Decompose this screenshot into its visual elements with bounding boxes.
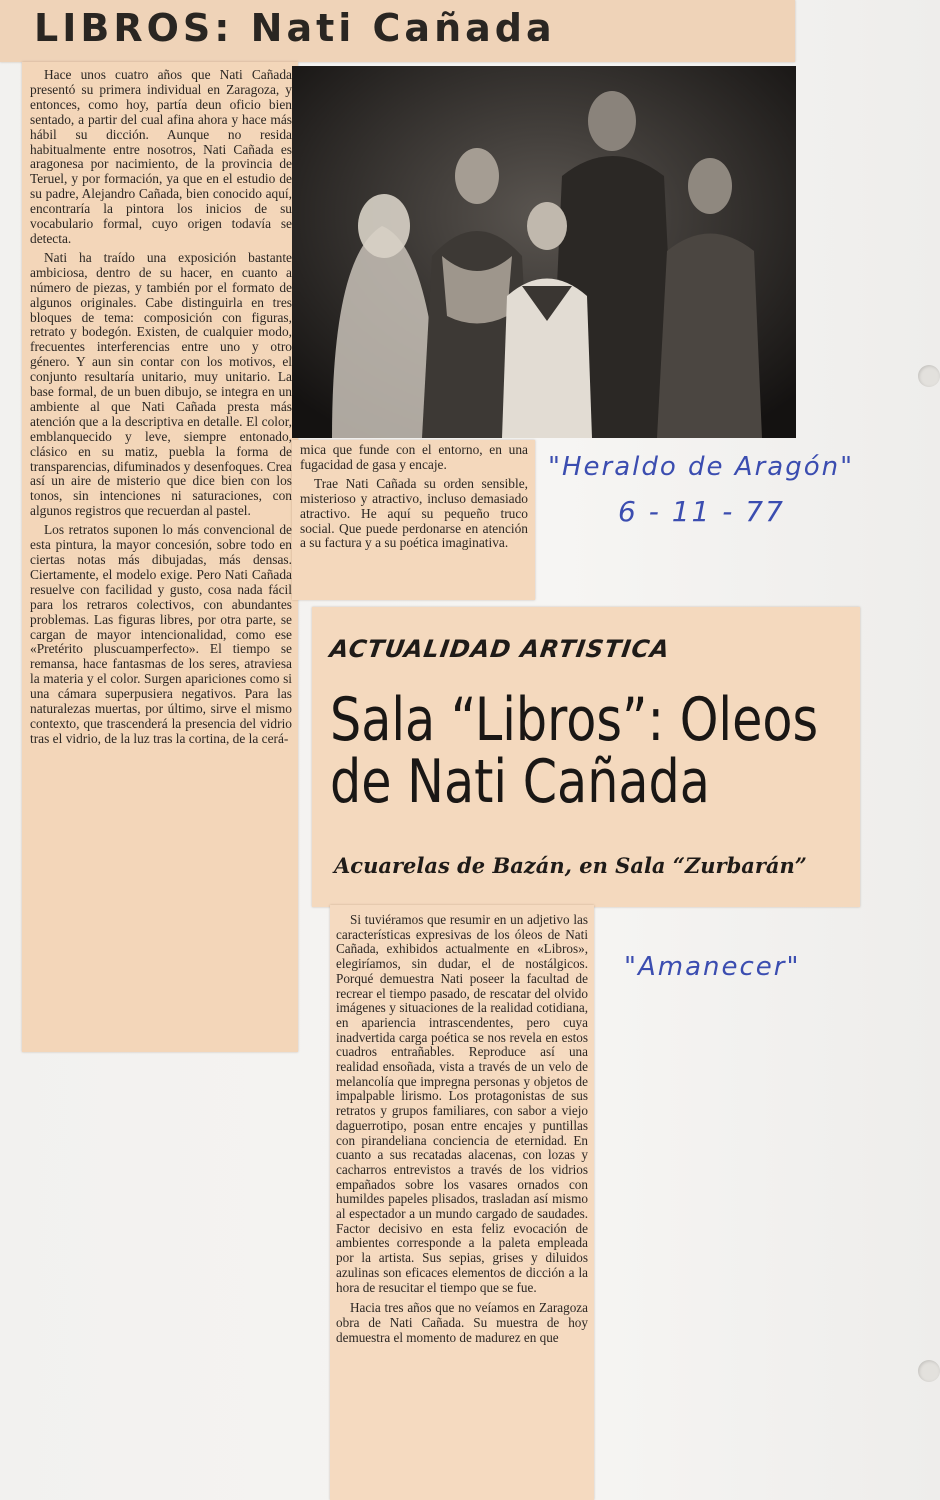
article-column-left (22, 62, 298, 1052)
article-text (336, 913, 588, 1351)
headline-line: Sala “Libros”: Oleos (330, 685, 819, 755)
article-text (300, 443, 528, 555)
clipping-header (0, 0, 795, 62)
article-text (30, 68, 292, 751)
clipping-2-header (312, 607, 860, 907)
handwritten-source-note: "Amanecer" (624, 952, 801, 982)
paragraph: Trae Nati Cañada su orden sensible, misterioso y atractivo, incluso demasiado atractivo. He aquí su pequeño truco social. Que puede perdonarse en atención a su factura y a su poética imaginativa. (300, 475, 528, 551)
family-portrait-photo (292, 66, 796, 438)
handwritten-source-note: "Heraldo de Aragón" (548, 452, 855, 482)
paragraph: Nati ha traído una exposición bastante ambiciosa, dentro de su hacer, en cuanto a número de piezas, y también por el formato de algunos originales. Cabe distinguirla en tres bloques de tema: composición con figuras, retrato y bodegón. Existen, de cualquier modo, frecuentes interferencias entre uno y otro género. Y aun sin contar con los motivos, el conjunto resultaría unitario, muy unitario. La base formal, de un buen dibujo, se integra en un ambiente al que Nati Cañada presta más atención que a la descriptiva en detalle. El color, emblanquecido y leve, siempre entonado, clásico en su matiz, puebla la forma de transparencias, difuminados y desenfoques. Crea así un aire de misterio que dice bien con los tonos, sin intenciones ni saturaciones, con algunos registros que recuerdan al pastel. (30, 249, 292, 519)
punch-hole (918, 1360, 940, 1382)
article-column-lower (330, 905, 594, 1500)
headline-line: de Nati Cañada (330, 747, 710, 817)
paragraph: Los retratos suponen lo más convencional de esta pintura, la mayor concesión, sobre todo en ciertas notas más dibujadas, más densas. Ciertamente, el modelo exige. Pero Nati Cañada resuelve con facilidad y gusto, cosa nada fácil para los retraros colectivos, con abundantes problemas. Las figuras libres, por otra parte, se cargan de mayor intencionalidad, como ese «Pretérito pluscuamperfecto». El tiempo se remansa, hace fantasmas de los seres, atraviesa la materia y el color. Surgen apariciones como si una cámara superpusiera negativos. Para las naturalezas muertas, por último, sirve el mismo contexto, que trascenderá la presencia del vidrio tras el vidrio, de la luz tras la cortina, de la cerá- (30, 522, 292, 746)
paragraph: mica que funde con el entorno, en una fugacidad de gasa y encaje. (300, 442, 528, 472)
subheadline: Acuarelas de Bazán, en Sala “Zurbarán” (334, 853, 807, 878)
clipping-title: LIBROS: Nati Cañada (34, 6, 556, 50)
paragraph: Hacia tres años que no veíamos en Zaragoza obra de Nati Cañada. Su muestra de hoy demuestra el momento de madurez en que (336, 1300, 588, 1345)
photo-illustration (292, 66, 796, 438)
section-kicker: ACTUALIDAD ARTISTICA (328, 635, 672, 663)
headline (330, 685, 819, 817)
punch-hole (918, 365, 940, 387)
article-column-continuation (292, 440, 535, 600)
paragraph: Si tuviéramos que resumir en un adjetivo las características expresivas de los óleos de Nati Cañada, exhibidos actualmente en «Libros», elegiríamos, sin dudar, el de nostálgicos. Porqué demuestra Nati poseer la facultad de recrear el tiempo pasado, de rescatar del olvido imágenes y situaciones de la realidad cotidiana, en apariencia intrascendentes, pero cuya inadvertida carga poética se nos revela en estos cuadros entrañables. Reproduce así una realidad ensoñada, vista a través de un velo de melancolía que impregna personas y objetos de impalpable lirismo. Los protagonistas de sus retratos y grupos familiares, con sabor a viejo daguerrotipo, posan entre encajes y puntillas con pirandeliana conciencia de eternidad. En cuanto a sus recatadas alacenas, con lozas y cacharros entrevistos a través de los vidrios empañados sobre los vasares ornados con humildes papeles plisados, trasladan así mismo al espectador a un mundo cargado de saudades. Factor decisivo en esta feliz evocación de ambientes corresponde a la paleta empleada por la artista. Sus sepias, grises y diluidos azulinas son eficaces elementos de dicción a la hora de resucitar el tiempo que se fue. (336, 912, 588, 1295)
handwritten-date-note: 6 - 11 - 77 (618, 495, 785, 528)
paragraph: Hace unos cuatro años que Nati Cañada presentó su primera individual en Zaragoza, y entonces, como hoy, partía deun oficio bien sentado, a partir del cual afina ahora y hace más hábil su dicción. Aunque no resida habitualmente entre nosotros, Nati Cañada es aragonesa por nacimiento, de la provincia de Teruel, y por formación, ya que en el estudio de su padre, Alejandro Cañada, bien conocido aquí, encontraría la pintora los inicios de su vocabulario formal, cuyo origen todavía se detecta. (30, 67, 292, 246)
